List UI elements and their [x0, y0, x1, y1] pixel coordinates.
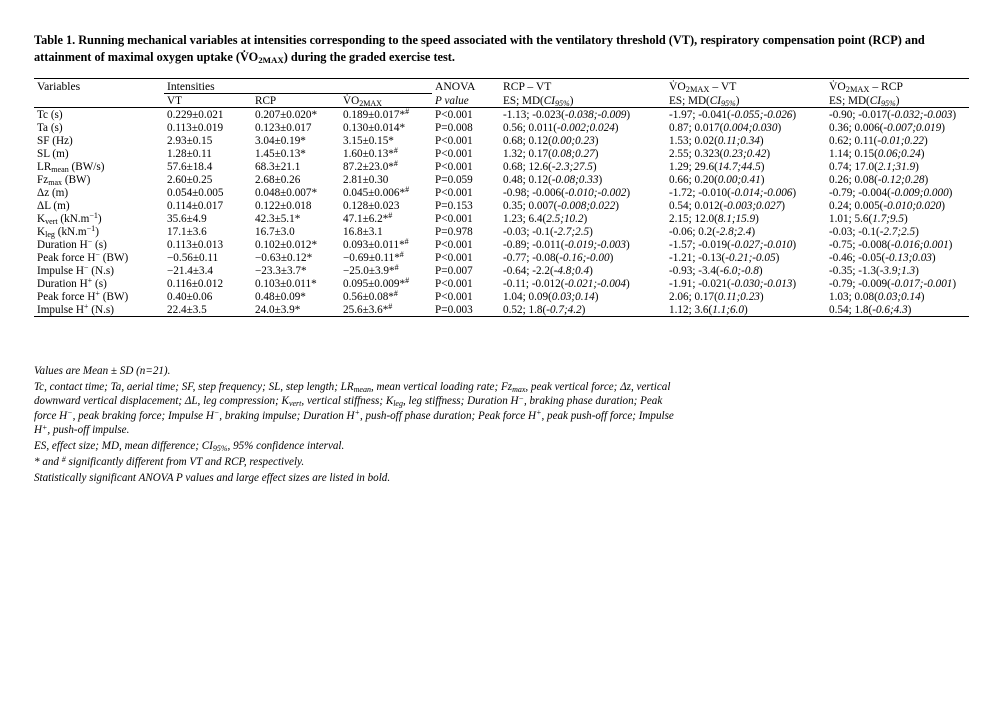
cell-es-rcp-vt: 1.04; 0.09(0.03;0.14) — [503, 290, 599, 303]
cell-es-vo2max-vt: -1.72; -0.010(-0.014;-0.006) — [669, 186, 797, 199]
cell-vo2max: 0.093±0.011*# — [343, 237, 409, 251]
results-table — [34, 78, 969, 317]
cell-vo2max: 0.56±0.08*# — [343, 289, 398, 303]
subheader-rcp: RCP — [252, 94, 340, 108]
table-row — [34, 173, 969, 186]
cell-es-vo2max-rcp: -0.79; -0.004(-0.009;0.000) — [829, 186, 953, 199]
cell-pvalue: P<0.001 — [435, 251, 473, 264]
cell-es-rcp-vt: 0.68; 12.6(-2.3;27.5) — [503, 160, 597, 173]
cell-pvalue: P<0.001 — [435, 212, 473, 225]
cell-es-vo2max-rcp: 0.24; 0.005(-0.010;0.020) — [829, 199, 945, 212]
cell-es-rcp-vt: -0.77; -0.08(-0.16;-0.00) — [503, 251, 614, 264]
cell-vt: 0.054±0.005 — [167, 186, 224, 199]
cell-vt: 0.229±0.021 — [167, 108, 224, 121]
cell-vo2max: 0.130±0.014* — [343, 121, 406, 134]
cell-vo2max: 47.1±6.2*# — [343, 211, 393, 225]
cell-es-rcp-vt: -0.98; -0.006(-0.010;-0.002) — [503, 186, 631, 199]
table-row — [34, 147, 969, 160]
cell-es-vo2max-rcp: 0.36; 0.006(-0.007;0.019) — [829, 121, 945, 134]
subheader-blank — [34, 94, 164, 108]
cell-es-vo2max-vt: -1.97; -0.041(-0.055;-0.026) — [669, 108, 797, 121]
cell-variable: Duration H+ (s) — [37, 276, 107, 290]
cell-rcp: −23.3±3.7* — [255, 264, 307, 277]
cell-rcp: 0.207±0.020* — [255, 108, 318, 121]
header-vo2max-vt: $VO_{2MAX}$ – VT — [666, 79, 826, 94]
cell-es-rcp-vt: -0.64; -2.2(-4.8;0.4) — [503, 264, 593, 277]
cell-vo2max: 3.15±0.15* — [343, 134, 394, 147]
cell-rcp: 68.3±21.1 — [255, 160, 301, 173]
header-intensities: Intensities — [164, 79, 432, 94]
cell-es-vo2max-rcp: -0.79; -0.009(-0.017;-0.001) — [829, 277, 957, 290]
cell-es-vo2max-rcp: 1.14; 0.15(0.06;0.24) — [829, 147, 925, 160]
cell-es-rcp-vt: 1.23; 6.4(2.5;10.2) — [503, 212, 588, 225]
cell-rcp: 2.68±0.26 — [255, 173, 301, 186]
cell-vt: 35.6±4.9 — [167, 212, 207, 225]
table-row — [34, 160, 969, 173]
cell-rcp: 0.103±0.011* — [255, 277, 317, 290]
subheader-vo2max: $VO_{2MAX}$ — [340, 94, 432, 108]
cell-rcp: 0.48±0.09* — [255, 290, 306, 303]
cell-es-vo2max-vt: -1.21; -0.13(-0.21;-0.05) — [669, 251, 780, 264]
cell-es-vo2max-vt: -1.91; -0.021(-0.030;-0.013) — [669, 277, 797, 290]
cell-vt: 17.1±3.6 — [167, 225, 207, 238]
table-row — [34, 251, 969, 264]
table-container — [34, 78, 969, 317]
cell-es-vo2max-vt: 0.54; 0.012(-0.003;0.027) — [669, 199, 785, 212]
cell-pvalue: P=0.153 — [435, 199, 473, 212]
cell-variable: $Fz_{max}$ (BW) — [37, 173, 91, 187]
cell-es-vo2max-vt: -0.93; -3.4(-6.0;-0.8) — [669, 264, 763, 277]
cell-es-vo2max-vt: 2.15; 12.0(8.1;15.9) — [669, 212, 759, 225]
cell-vt: −21.4±3.4 — [167, 264, 214, 277]
cell-vo2max: 87.2±23.0*# — [343, 159, 398, 173]
cell-es-rcp-vt: 0.48; 0.12(-0.08;0.33) — [503, 173, 603, 186]
cell-vo2max: −25.0±3.9*# — [343, 263, 399, 277]
table-row — [34, 290, 969, 303]
cell-es-vo2max-vt: 1.12; 3.6(1.1;6.0) — [666, 303, 826, 317]
cell-pvalue: P=0.978 — [435, 225, 473, 238]
table-caption — [34, 32, 969, 66]
cell-rcp: 0.123±0.017 — [255, 121, 312, 134]
table-row — [34, 121, 969, 134]
cell-vo2max: 16.8±3.1 — [343, 225, 383, 238]
cell-rcp: 42.3±5.1* — [255, 212, 301, 225]
table-row — [34, 186, 969, 199]
cell-vt: 0.113±0.019 — [167, 121, 224, 134]
cell-pvalue: P=0.059 — [435, 173, 473, 186]
cell-es-rcp-vt: -0.89; -0.011(-0.019;-0.003) — [503, 238, 630, 251]
footnote-bold-explanation: Statistically significant ANOVA P values and large effect sizes are listed in bold. — [34, 471, 391, 484]
cell-variable: ΔL (m) — [37, 199, 70, 212]
header-variables: Variables — [34, 79, 164, 94]
table-row — [34, 199, 969, 212]
footnote-es-definitions: ES, effect size; MD, mean difference; $CI_{95\%}$, 95% confidence interval. — [34, 440, 345, 454]
cell-variable: Δz (m) — [37, 186, 69, 199]
cell-pvalue: P<0.001 — [435, 134, 473, 147]
cell-es-vo2max-vt: 2.06; 0.17(0.11;0.23) — [669, 290, 764, 303]
cell-pvalue: P<0.001 — [435, 108, 473, 121]
cell-pvalue: P=0.003 — [432, 303, 500, 317]
cell-pvalue: P<0.001 — [435, 277, 473, 290]
cell-vo2max: 0.095±0.009*# — [343, 276, 410, 290]
footnote-abbreviations: Tc, contact time; Ta, aerial time; SF, step frequency; SL, step length; $LR_{mean}$, mean vertical loading rate; $Fz_{max}$, peak vertical force; Δz, vertical downward vertical displacement; ΔL, leg compression; $K_{vert}$, vertical stiffness; $K_{leg}$, leg stiffness; Duration H−, braking phase duration; Peak force H−, peak braking force; Impulse H−, braking impulse; Duration H+, push-off phase duration; Peak force H+, peak push-off force; Impulse H+, push-off impulse. — [34, 380, 674, 437]
cell-vt: 2.93±0.15 — [167, 134, 213, 147]
cell-es-vo2max-vt: 0.66; 0.20(0.00;0.41) — [669, 173, 765, 186]
cell-vt: 0.116±0.012 — [167, 277, 224, 290]
header-vo2max-rcp: $VO_{2MAX}$ – RCP — [826, 79, 969, 94]
cell-vo2max: 25.6±3.6*# — [340, 303, 432, 317]
cell-vt: 0.114±0.017 — [167, 199, 224, 212]
cell-es-rcp-vt: 0.56; 0.011(-0.002;0.024) — [503, 121, 619, 134]
cell-rcp: −0.63±0.12* — [255, 251, 313, 264]
cell-vo2max: −0.69±0.11*# — [343, 250, 404, 264]
cell-es-vo2max-rcp: -0.35; -1.3(-3.9;1.3) — [829, 264, 919, 277]
cell-es-vo2max-vt: -0.06; 0.2(-2.8;2.4) — [669, 225, 756, 238]
header-anova: ANOVA — [432, 79, 500, 94]
footnote-values: Values are Mean ± SD (n=21). — [34, 365, 171, 377]
cell-variable: $K_{leg}$ $(kN.m^{-1})$ — [37, 224, 99, 239]
cell-es-vo2max-rcp: -0.46; -0.05(-0.13;0.03) — [829, 251, 936, 264]
cell-vt: 57.6±18.4 — [167, 160, 213, 173]
subheader-es2: ES; $MD(CI_{95\%})$ — [666, 94, 826, 108]
cell-vo2max: 0.189±0.017*# — [343, 107, 410, 121]
table-header-group-row — [34, 79, 969, 94]
footnote-significance-symbols: * and # significantly different from VT and RCP, respectively. — [34, 454, 305, 469]
cell-es-rcp-vt: -0.03; -0.1(-2.7;2.5) — [503, 225, 593, 238]
cell-variable: Peak force H− (BW) — [37, 250, 129, 264]
table-header-sub-row — [34, 94, 969, 108]
cell-rcp: 0.102±0.012* — [255, 238, 318, 251]
cell-es-rcp-vt: -0.11; -0.012(-0.021;-0.004) — [503, 277, 630, 290]
cell-pvalue: P<0.001 — [435, 147, 473, 160]
cell-es-rcp-vt: 0.52; 1.8(-0.7;4.2) — [500, 303, 666, 317]
cell-es-rcp-vt: 0.35; 0.007(-0.008;0.022) — [503, 199, 619, 212]
caption-text-part1: Table 1. Running mechanical variables at intensities corresponding to the speed associated with the ventilatory threshold (VT), respiratory compensation point (RCP) and attainment of maximal oxygen uptake $(VO_{2MAX})$ during the graded exercise test. — [34, 33, 925, 66]
cell-es-vo2max-rcp: -0.75; -0.008(-0.016;0.001) — [829, 238, 953, 251]
subheader-vt: VT — [164, 94, 252, 108]
cell-rcp: 16.7±3.0 — [255, 225, 295, 238]
cell-variable: Peak force H+ (BW) — [37, 289, 129, 303]
table-row — [34, 303, 969, 317]
cell-rcp: 1.45±0.13* — [255, 147, 306, 160]
cell-variable: $LR_{mean}$ (BW/s) — [37, 160, 105, 174]
cell-es-vo2max-vt: 2.55; 0.323(0.23;0.42) — [669, 147, 771, 160]
cell-pvalue: P=0.007 — [435, 264, 473, 277]
cell-variable: Impulse H+ (N.s) — [34, 303, 164, 317]
cell-es-vo2max-vt: -1.57; -0.019(-0.027;-0.010) — [669, 238, 797, 251]
cell-rcp: 0.048±0.007* — [255, 186, 318, 199]
table-row — [34, 134, 969, 147]
cell-pvalue: P<0.001 — [435, 186, 473, 199]
cell-variable: SL (m) — [37, 147, 69, 160]
cell-variable: Ta (s) — [37, 121, 63, 134]
cell-es-vo2max-rcp: 0.74; 17.0(2.1;31.9) — [829, 160, 919, 173]
cell-es-vo2max-rcp: -0.90; -0.017(-0.032;-0.003) — [829, 108, 957, 121]
subheader-pvalue: P value — [432, 94, 500, 108]
cell-es-vo2max-rcp: 1.03; 0.08(0.03;0.14) — [829, 290, 925, 303]
cell-es-vo2max-rcp: 1.01; 5.6(1.7;9.5) — [829, 212, 908, 225]
table-row — [34, 277, 969, 290]
table-row — [34, 212, 969, 225]
table-row — [34, 225, 969, 238]
cell-variable: SF (Hz) — [37, 134, 73, 147]
cell-pvalue: P<0.001 — [435, 160, 473, 173]
cell-vt: 0.113±0.013 — [167, 238, 224, 251]
table-body — [34, 108, 969, 317]
cell-es-rcp-vt: 0.68; 0.12(0.00;0.23) — [503, 134, 599, 147]
cell-es-vo2max-rcp: 0.54; 1.8(-0.6;4.3) — [826, 303, 969, 317]
cell-vt: 22.4±3.5 — [164, 303, 252, 317]
subheader-es1: ES; $MD(CI_{95\%})$ — [500, 94, 666, 108]
table-row — [34, 108, 969, 122]
cell-es-vo2max-rcp: 0.26; 0.08(-0.12;0.28) — [829, 173, 929, 186]
cell-vo2max: 0.128±0.023 — [343, 199, 400, 212]
cell-variable: $K_{vert}$ $(kN.m^{-1})$ — [37, 211, 102, 226]
cell-es-vo2max-vt: 0.87; 0.017(0.004;0.030) — [669, 121, 782, 134]
cell-vt: 0.40±0.06 — [167, 290, 213, 303]
cell-vo2max: 1.60±0.13*# — [343, 146, 398, 160]
cell-pvalue: P<0.001 — [435, 238, 473, 251]
cell-vo2max: 2.81±0.30 — [343, 173, 389, 186]
header-rcp-vt: RCP – VT — [500, 79, 666, 94]
table-footnotes — [34, 364, 674, 487]
cell-es-vo2max-vt: 1.53; 0.02(0.11;0.34) — [669, 134, 764, 147]
cell-es-vo2max-vt: 1.29; 29.6(14.7;44.5) — [669, 160, 765, 173]
cell-es-rcp-vt: -1.13; -0.023(-0.038;-0.009) — [503, 108, 631, 121]
cell-es-vo2max-rcp: -0.03; -0.1(-2.7;2.5) — [829, 225, 919, 238]
cell-rcp: 0.122±0.018 — [255, 199, 312, 212]
cell-rcp: 3.04±0.19* — [255, 134, 306, 147]
cell-rcp: 24.0±3.9* — [252, 303, 340, 317]
cell-es-rcp-vt: 1.32; 0.17(0.08;0.27) — [503, 147, 599, 160]
cell-vt: 1.28±0.11 — [167, 147, 212, 160]
table-row — [34, 238, 969, 251]
cell-pvalue: P=0.008 — [435, 121, 473, 134]
cell-pvalue: P<0.001 — [435, 290, 473, 303]
cell-variable: Impulse H− (N.s) — [37, 263, 114, 277]
cell-variable: Duration H− (s) — [37, 237, 107, 251]
cell-variable: Tc (s) — [37, 108, 63, 121]
cell-vt: 2.60±0.25 — [167, 173, 213, 186]
table-row — [34, 264, 969, 277]
subheader-es3: ES; $MD(CI_{95\%})$ — [826, 94, 969, 108]
cell-vt: −0.56±0.11 — [167, 251, 219, 264]
cell-es-vo2max-rcp: 0.62; 0.11(-0.01;0.22) — [829, 134, 928, 147]
cell-vo2max: 0.045±0.006*# — [343, 185, 410, 199]
